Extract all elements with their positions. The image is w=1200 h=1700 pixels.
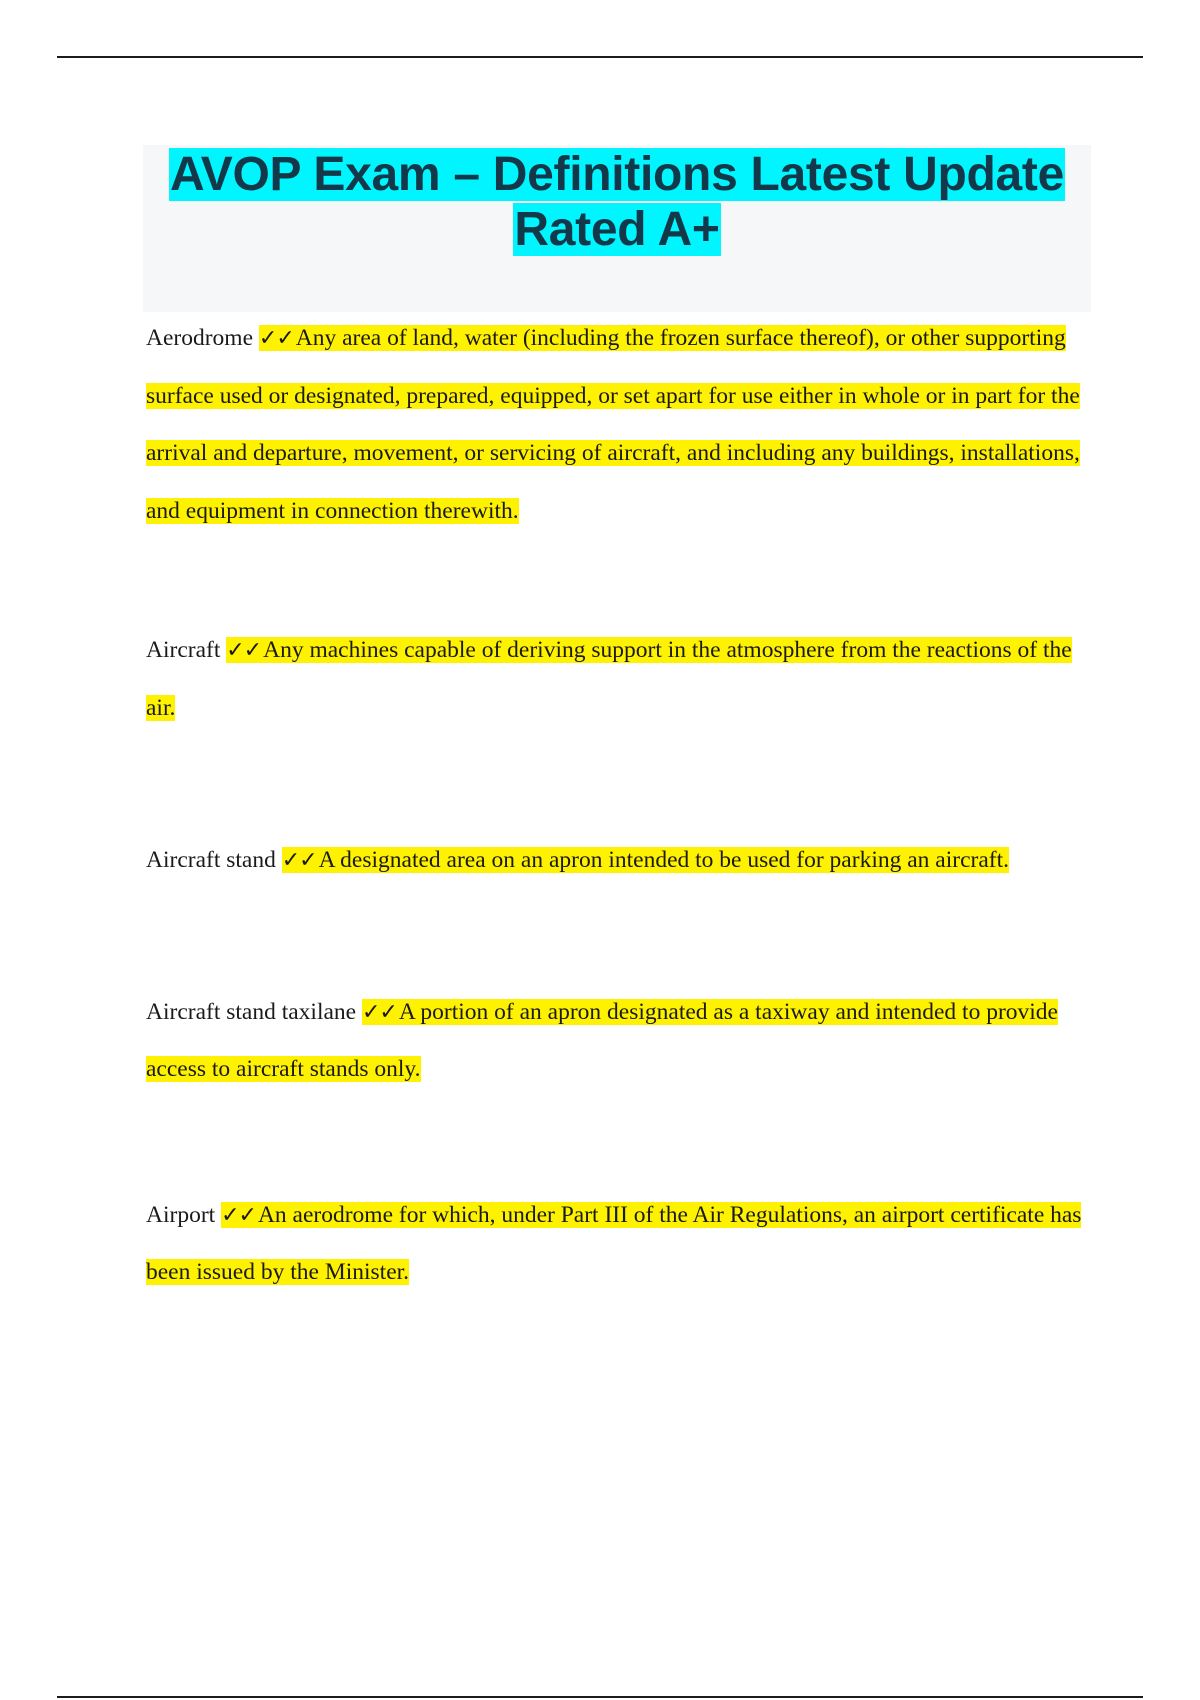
definition-body: Any machines capable of deriving support in the atmosphere from the reactions of the air. xyxy=(146,637,1072,721)
definition-entry xyxy=(146,1187,1086,1302)
definition-body: A portion of an apron designated as a taxiway and intended to provide access to aircraft stands only. xyxy=(146,998,1058,1082)
definition-entry xyxy=(146,310,1086,540)
double-check-icon: ✓✓ xyxy=(281,848,317,873)
double-check-icon: ✓✓ xyxy=(221,1202,256,1228)
definition-text xyxy=(282,847,1009,873)
definition-body: Any area of land, water (including the frozen surface thereof), or other supporting surface used or designated, prepared, equipped, or set apart for use either in whole or in part for the arrival and departure, movement, or servicing of aircraft, and including any buildings, installations, and equipment in connection therewith. xyxy=(146,325,1080,524)
definitions-list xyxy=(146,310,1086,1302)
double-check-icon: ✓✓ xyxy=(226,638,262,663)
definition-text xyxy=(146,637,1072,721)
title-block xyxy=(143,145,1091,312)
definition-term: Aircraft stand xyxy=(146,847,276,873)
document-title xyxy=(143,147,1091,257)
definition-body: A designated area on an apron intended to be used for parking an aircraft. xyxy=(318,847,1009,873)
definition-entry xyxy=(146,984,1086,1099)
double-check-icon: ✓✓ xyxy=(258,326,294,351)
document-title-text: AVOP Exam – Definitions Latest Update Rated A+ xyxy=(169,148,1064,256)
footer-rule xyxy=(57,1696,1143,1698)
header-rule xyxy=(57,56,1143,58)
definition-body: An aerodrome for which, under Part III of the Air Regulations, an airport certificate has been issued by the Minister. xyxy=(146,1201,1082,1285)
definition-term: Airport xyxy=(146,1201,216,1228)
definition-entry xyxy=(146,832,1086,890)
double-check-icon: ✓✓ xyxy=(361,999,397,1025)
definition-text xyxy=(146,1202,1081,1286)
definition-text xyxy=(146,325,1080,524)
definition-term: Aircraft stand taxilane xyxy=(146,998,357,1025)
definition-term: Aircraft xyxy=(146,637,221,663)
definition-term: Aerodrome xyxy=(146,325,254,351)
definition-entry xyxy=(146,622,1086,737)
